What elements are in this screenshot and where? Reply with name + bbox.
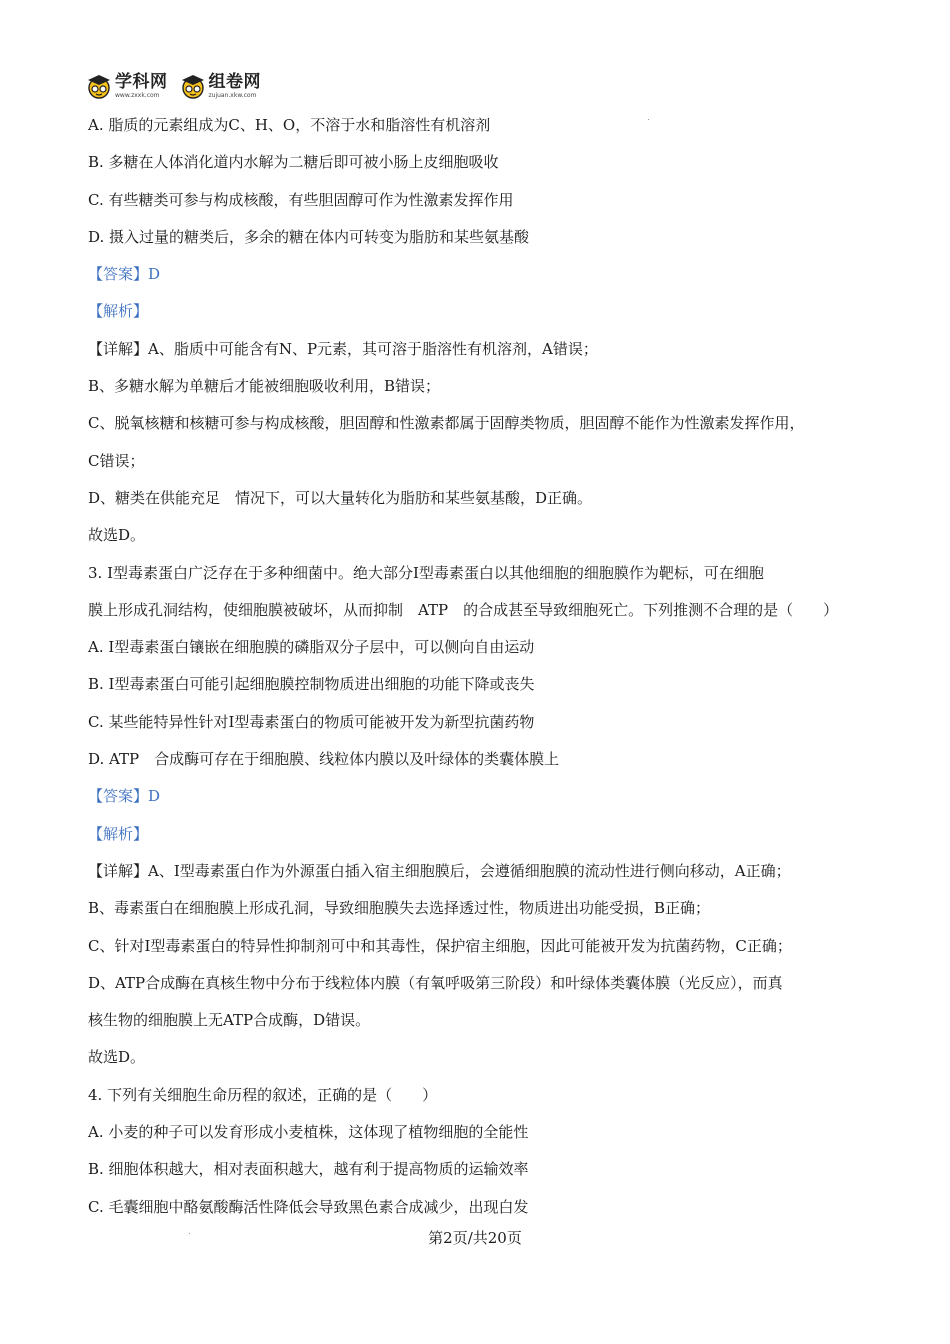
- option-line: C. 有些糖类可参与构成核酸，有些胆固醇可作为性激素发挥作用: [88, 190, 514, 209]
- header-logos: [86, 70, 261, 102]
- option-line: D. 摄入过量的糖类后，多余的糖在体内可转变为脂肪和某些氨基酸: [88, 227, 530, 246]
- option-line: D. ATP 合成酶可存在于细胞膜、线粒体内膜以及叶绿体的类囊体膜上: [88, 750, 560, 769]
- question-stem: 4. 下列有关细胞生命历程的叙述，正确的是（ ）: [88, 1085, 438, 1104]
- option-line: B. 细胞体积越大，相对表面积越大，越有利于提高物质的运输效率: [88, 1160, 529, 1179]
- option-line: A. Ⅰ型毒素蛋白镶嵌在细胞膜的磷脂双分子层中，可以侧向自由运动: [88, 638, 535, 657]
- logo-url: www.zxxk.com: [115, 91, 160, 99]
- logo-name: 学科网: [115, 71, 168, 92]
- question-stem: 3. Ⅰ型毒素蛋白广泛存在于多种细菌中。绝大部分Ⅰ型毒素蛋白以其他细胞的细胞膜作为靶标，可在细胞: [88, 563, 764, 582]
- conclusion-line: 故选D。: [88, 1048, 146, 1067]
- zujuan-logo: [180, 73, 262, 99]
- explanation-line: B、毒素蛋白在细胞膜上形成孔洞，导致细胞膜失去选择透过性，物质进出功能受损，B正确；: [88, 899, 711, 918]
- option-line: C. 某些能特异性针对Ⅰ型毒素蛋白的物质可能被开发为新型抗菌药物: [88, 712, 535, 731]
- option-line: B. Ⅰ型毒素蛋白可能引起细胞膜控制物质进出细胞的功能下降或丧失: [88, 675, 535, 694]
- answer-label: 【答案】D: [88, 265, 161, 284]
- option-line: C. 毛囊细胞中酪氨酸酶活性降低会导致黑色素合成减少，出现白发: [88, 1197, 529, 1216]
- explanation-line: B、多糖水解为单糖后才能被细胞吸收利用，B错误；: [88, 377, 441, 396]
- explanation-line: 【详解】A、Ⅰ型毒素蛋白作为外源蛋白插入宿主细胞膜后，会遵循细胞膜的流动性进行侧向移动，A正确；: [88, 861, 791, 880]
- page-number: 第2页/共20页: [428, 1229, 522, 1247]
- analysis-label: 【解析】: [88, 302, 149, 321]
- explanation-line: D、ATP合成酶在真核生物中分布于线粒体内膜（有氧呼吸第三阶段）和叶绿体类囊体膜（光反应），而真: [88, 973, 783, 992]
- option-line: A. 小麦的种子可以发育形成小麦植株，这体现了植物细胞的全能性: [88, 1123, 529, 1142]
- analysis-label: 【解析】: [88, 824, 149, 843]
- answer-label: 【答案】D: [88, 787, 161, 806]
- logo-url: zujuan.xkw.com: [208, 91, 257, 99]
- logo-name: 组卷网: [208, 71, 261, 92]
- document-body: [88, 107, 878, 1226]
- zxxk-logo: [86, 73, 168, 99]
- conclusion-line: 故选D。: [88, 526, 146, 545]
- graduate-cap-icon: [86, 73, 112, 99]
- option-line: A. 脂质的元素组成为C、H、O，不溶于水和脂溶性有机溶剂: [88, 116, 491, 134]
- question-stem: 膜上形成孔洞结构，使细胞膜被破坏，从而抑制 ATP 的合成甚至导致细胞死亡。下列推测不合理的是（ ）: [88, 600, 839, 619]
- explanation-line: D、糖类在供能充足 情况下，可以大量转化为脂肪和某些氨基酸，D正确。: [88, 488, 593, 507]
- explanation-line: C、脱氧核糖和核糖可参与构成核酸，胆固醇和性激素都属于固醇类物质，胆固醇不能作为性激素发挥作用，: [88, 414, 805, 433]
- explanation-line: C错误；: [88, 451, 145, 470]
- explanation-line: C、针对Ⅰ型毒素蛋白的特异性抑制剂可中和其毒性，保护宿主细胞，因此可能被开发为抗菌药物，C正确；: [88, 936, 792, 955]
- explanation-line: 核生物的细胞膜上无ATP合成酶，D错误。: [88, 1011, 371, 1030]
- option-line: B. 多糖在人体消化道内水解为二糖后即可被小肠上皮细胞吸收: [88, 153, 499, 172]
- explanation-line: 【详解】A、脂质中可能含有N、P元素，其可溶于脂溶性有机溶剂，A错误；: [88, 339, 598, 358]
- graduate-cap-icon: [180, 73, 206, 99]
